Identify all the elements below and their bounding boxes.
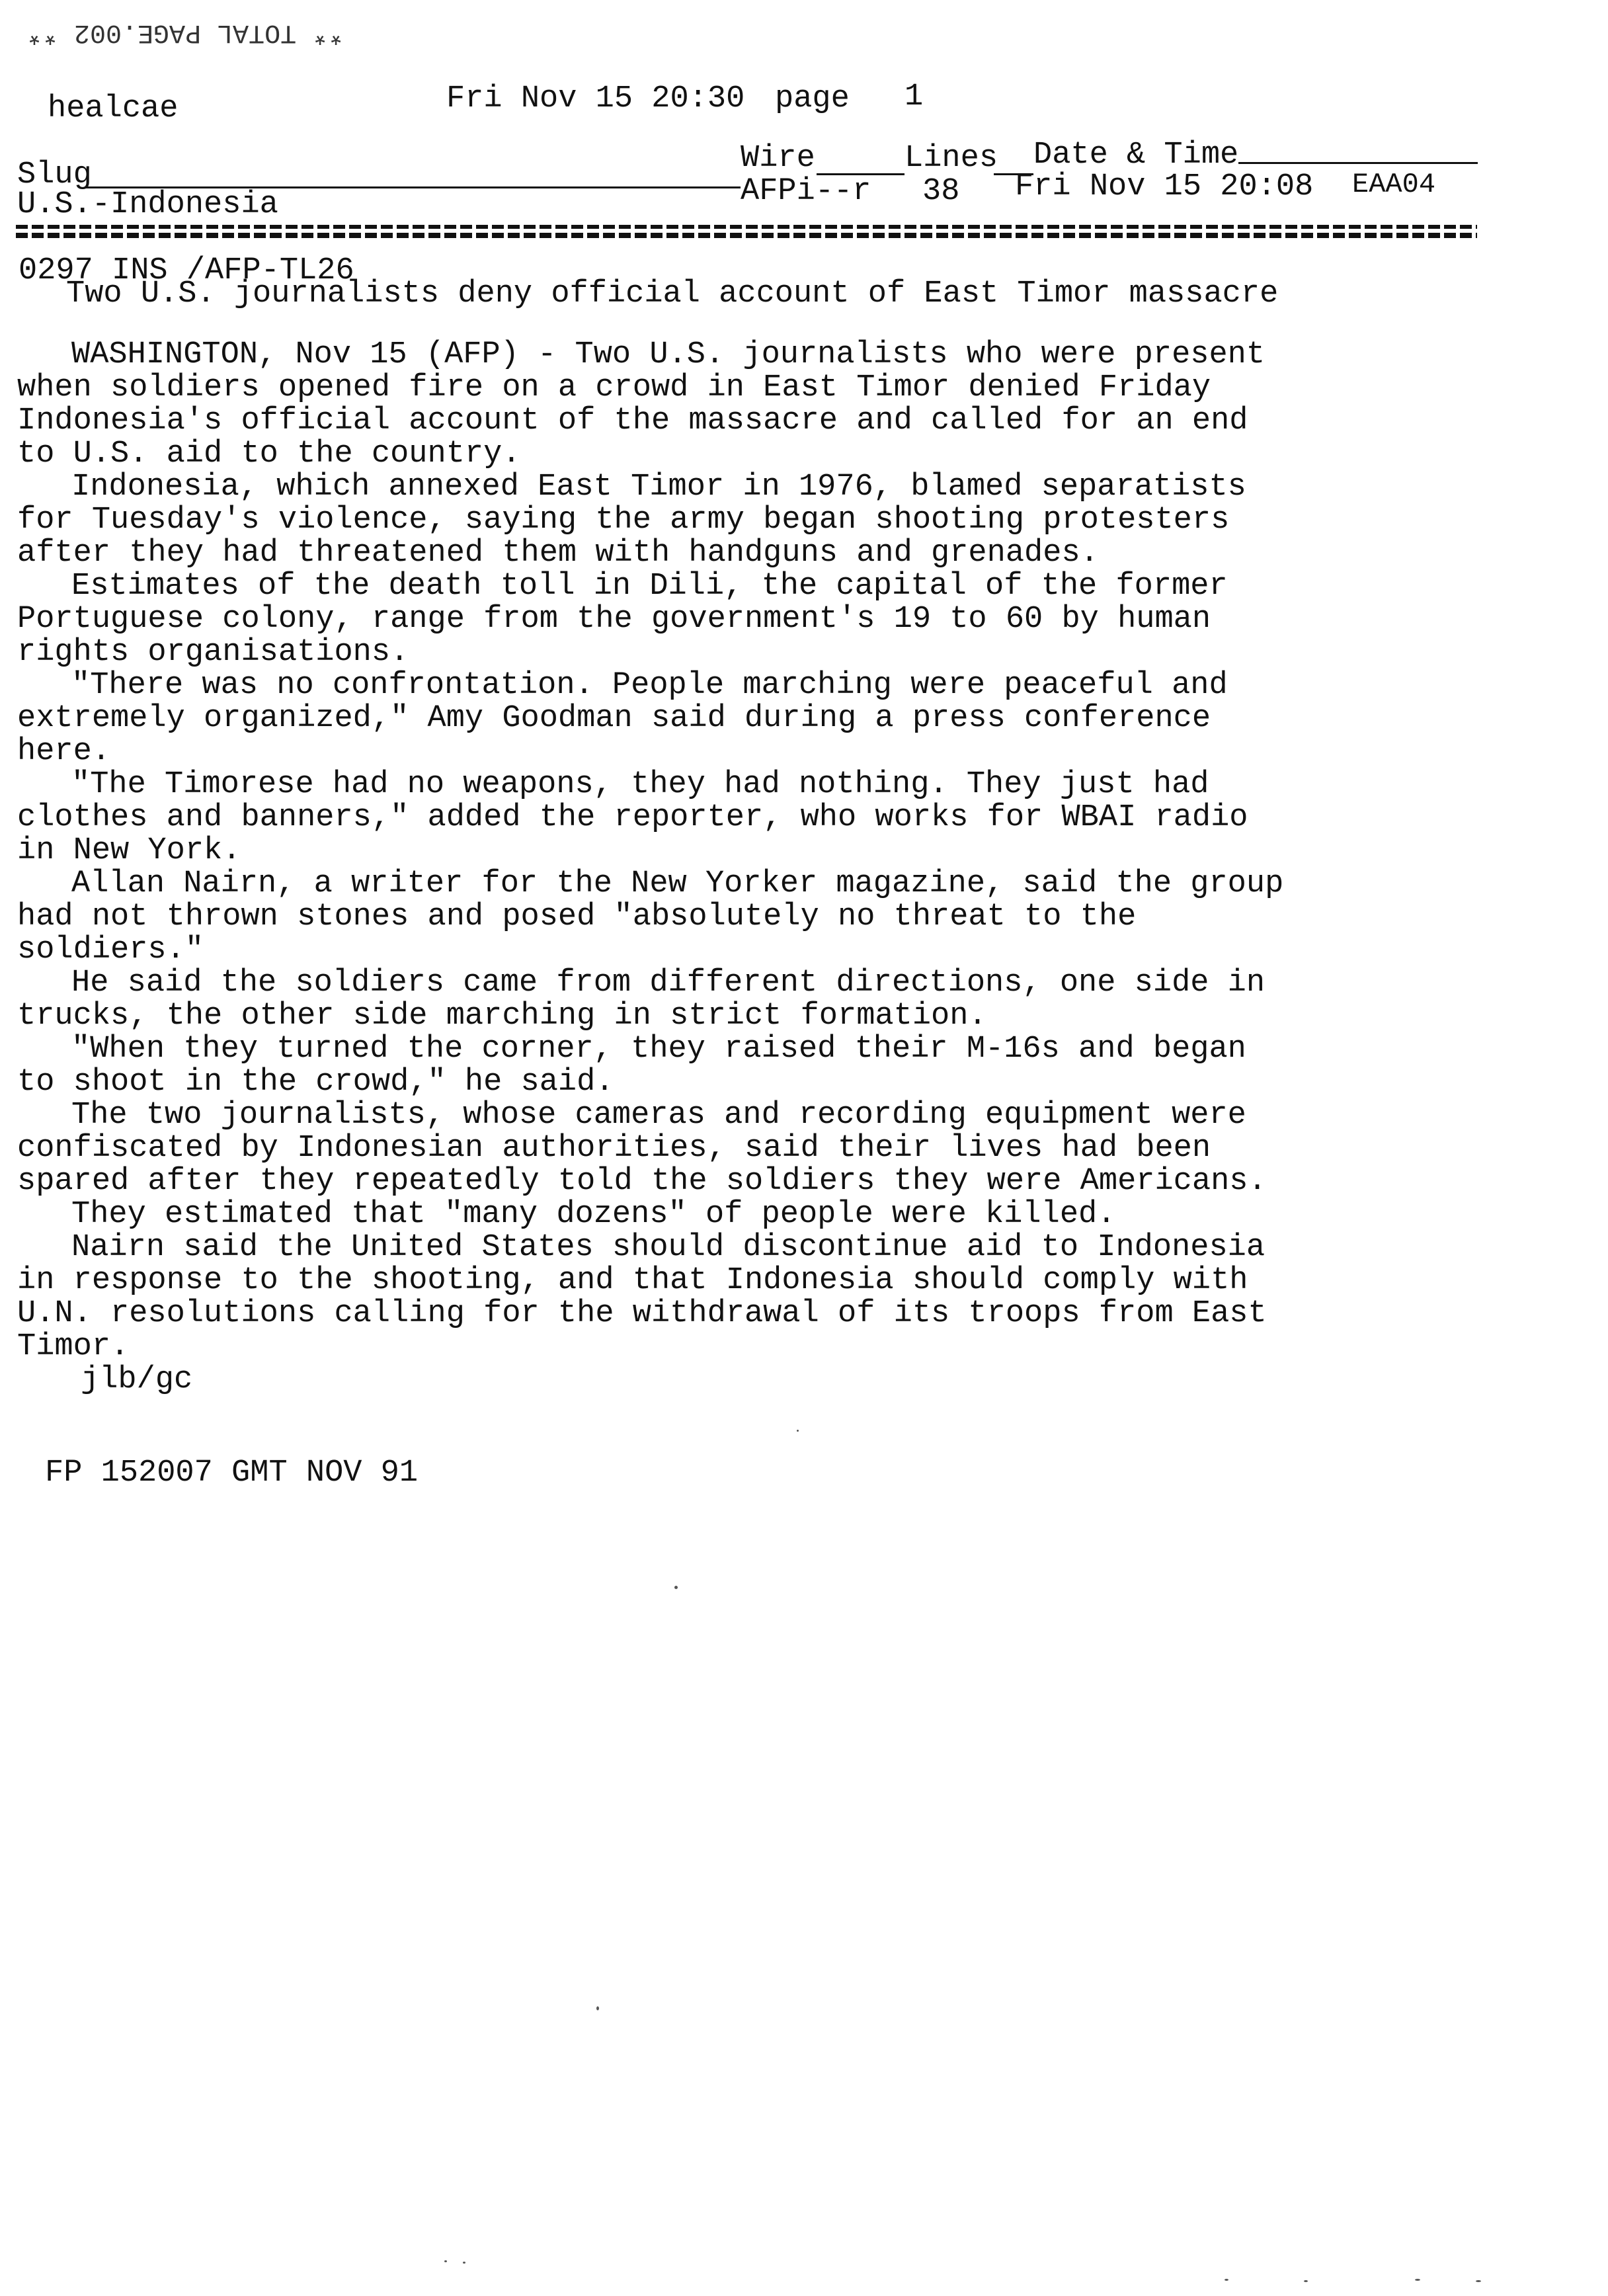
paragraph: Indonesia, which annexed East Timor in 1976, blamed separatists for Tuesday's violence, saying the army began shooting protesters after they had threatened them with handguns and grenades. (17, 470, 1246, 571)
scan-speck (1225, 2279, 1228, 2281)
paragraph: WASHINGTON, Nov 15 (AFP) - Two U.S. journalists who were present when soldiers opened fire on a crowd in East Timor denied Friday Indonesia's official account of the massacre and called for an end to U.S. aid to the country. (17, 337, 1266, 472)
scan-speck (596, 2006, 599, 2010)
header-double-rule (16, 225, 1477, 238)
paragraph: They estimated that "many dozens" of people were killed. (71, 1197, 1116, 1232)
scan-speck (444, 2260, 447, 2262)
story-id: EAA04 (1352, 169, 1436, 200)
scan-speck (463, 2262, 465, 2264)
paragraph: "When they turned the corner, they raised their M-16s and began to shoot in the crowd," he said. (17, 1032, 1246, 1100)
lines-label: Lines (904, 141, 998, 176)
wire-value: AFPi--r (741, 174, 871, 209)
paragraph: "There was no confrontation. People marching were peaceful and extremely organized," Amy Goodman said during a press conference here. (17, 668, 1228, 769)
story-body (17, 339, 1287, 1397)
datetime-label: Date & Time (1033, 138, 1239, 173)
header-user: healcae (48, 91, 179, 126)
paragraph: Estimates of the death toll in Dili, the capital of the former Portuguese colony, range from the government's 19 to 60 by human rights organisations. (17, 569, 1228, 670)
datetime-underline (1238, 162, 1478, 164)
header-page-label: page (775, 81, 850, 116)
scan-speck (797, 1430, 799, 1432)
paragraph: He said the soldiers came from different directions, one side in trucks, the other side marching in strict formation. (17, 965, 1266, 1034)
scan-speck (1304, 2280, 1308, 2282)
slug-value: U.S.-Indonesia (17, 187, 278, 222)
routing-code: 0297 INS /AFP-TL26 (19, 253, 354, 288)
scan-speck (1476, 2280, 1481, 2282)
header-timestamp: Fri Nov 15 20:30 (446, 81, 745, 116)
scan-speck (674, 1586, 678, 1589)
paragraph: "The Timorese had no weapons, they had nothing. They just had clothes and banners," added the reporter, who works for WBAI radio in New York. (17, 767, 1248, 868)
paragraph: The two journalists, whose cameras and recording equipment were confiscated by Indonesian authorities, said their lives had been spared after they repeatedly told the soldiers they were Americans. (17, 1098, 1267, 1199)
wire-label: Wire (741, 141, 815, 176)
transmission-footer: FP 152007 GMT NOV 91 (45, 1456, 419, 1491)
lines-value: 38 (922, 174, 960, 209)
datetime-value: Fri Nov 15 20:08 (1015, 169, 1314, 204)
paragraph: Nairn said the United States should discontinue aid to Indonesia in response to the shooting, and that Indonesia should comply with U.N. resolutions calling for the withdrawal of its troops from East Timor. (17, 1230, 1267, 1364)
scan-speck (1415, 2279, 1420, 2281)
paragraph: Allan Nairn, a writer for the New Yorker magazine, said the group had not thrown stones and posed "absolutely no threat to the soldiers." (17, 866, 1284, 967)
headline: Two U.S. journalists deny official account of East Timor massacre (66, 276, 1279, 311)
header-page-number: 1 (904, 79, 924, 114)
fax-total-page-header: ** TOTAL PAGE.002 ** (26, 17, 344, 47)
slug-label: Slug (17, 157, 92, 192)
signoff: jlb/gc (81, 1362, 193, 1397)
